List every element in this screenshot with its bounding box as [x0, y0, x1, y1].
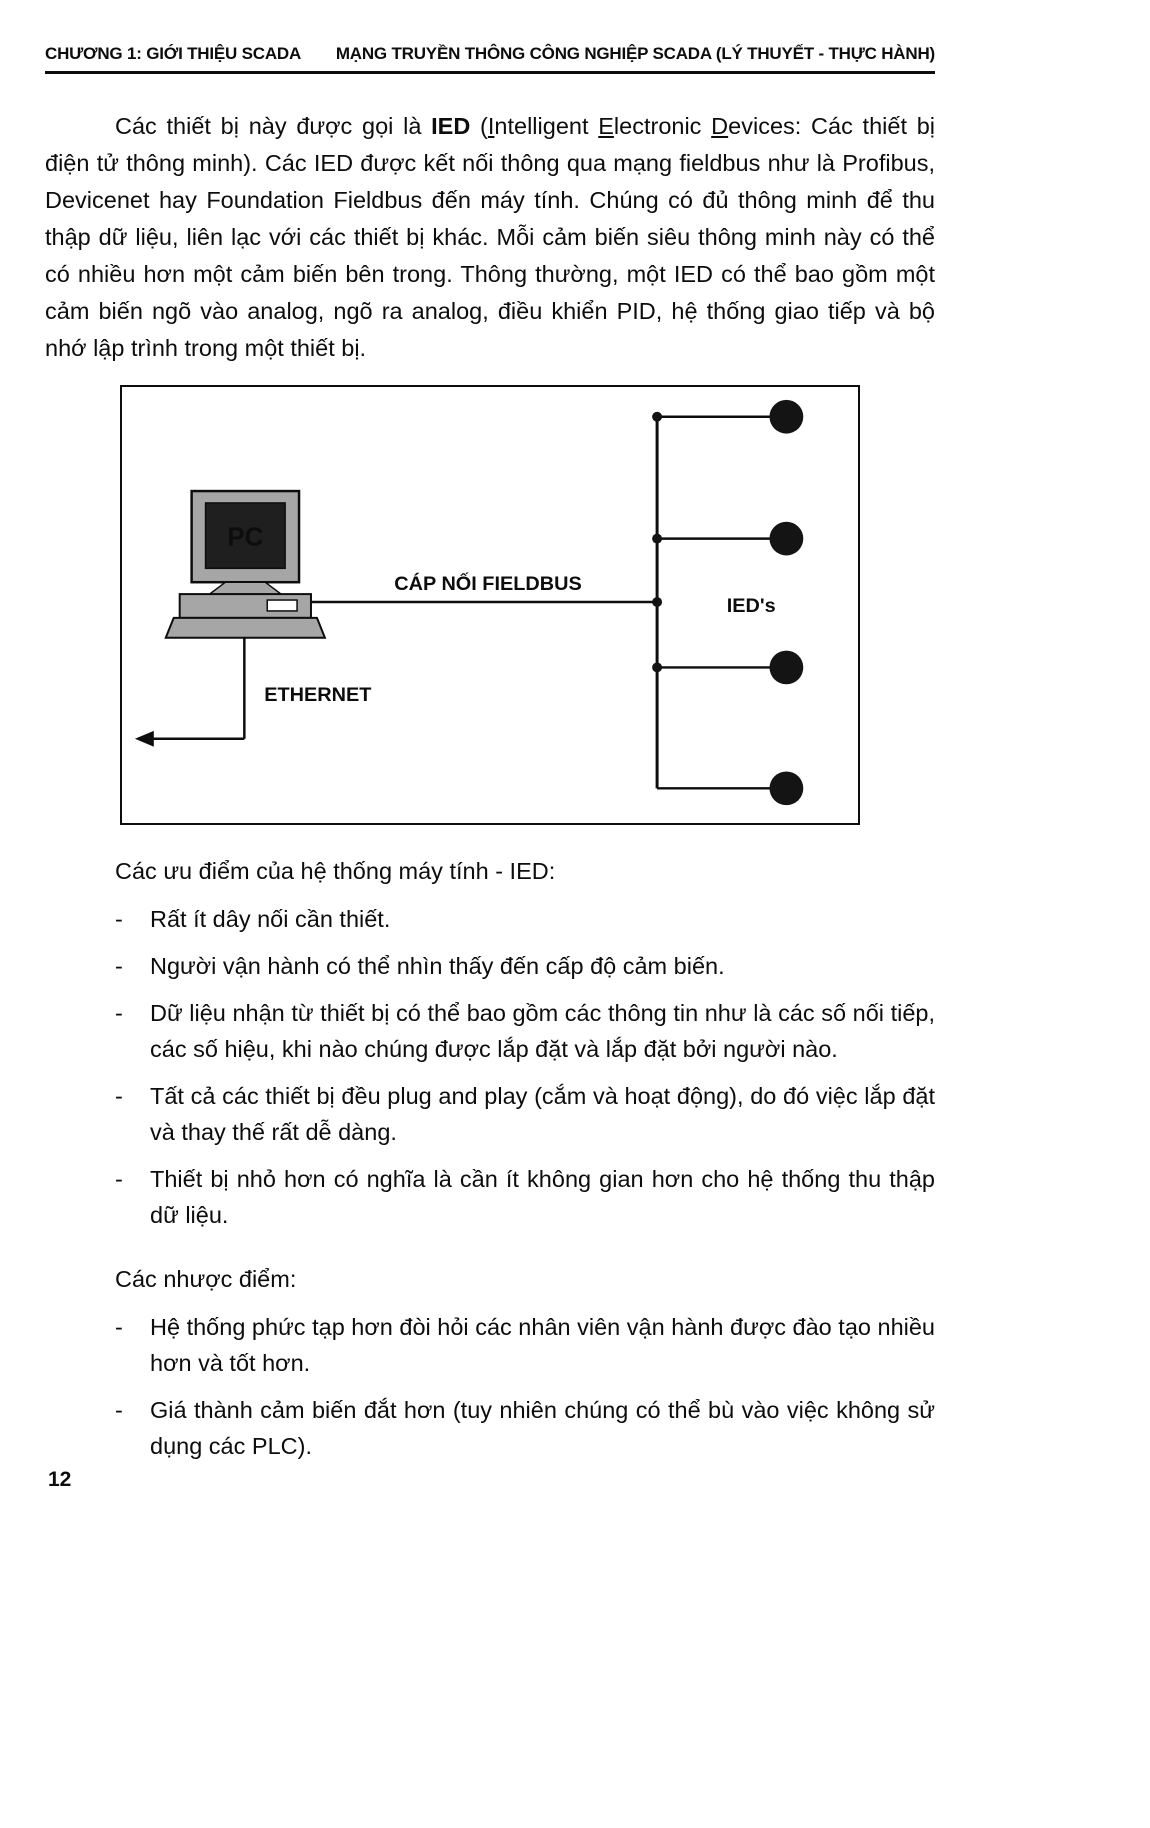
disadvantage-item-2 — [115, 1392, 935, 1464]
ied-node-1 — [769, 400, 803, 434]
header-book-title: MẠNG TRUYỀN THÔNG CÔNG NGHIỆP SCADA (LÝ THUYẾT - THỰC HÀNH) — [335, 44, 935, 63]
advantage-text-1: Rất ít dây nối cần thiết. — [150, 906, 391, 932]
pc-base — [166, 618, 325, 638]
advantage-text-3: Dữ liệu nhận từ thiết bị có thể bao gồm các thông tin như là các số nối tiếp, các số hiệu, khi nào chúng được lắp đặt và lắp đặt bởi người nào. — [150, 1000, 935, 1062]
pc-label: PC — [227, 523, 264, 552]
advantage-item-1 — [115, 901, 935, 937]
network-diagram-svg — [122, 387, 858, 823]
junction-dot-1 — [652, 412, 662, 422]
advantage-text-4: Tất cả các thiết bị đều plug and play (cắm và hoạt động), do đó việc lắp đặt và thay thế rất dễ dàng. — [150, 1083, 935, 1145]
intro-seg-4: lectronic — [613, 113, 712, 139]
dash-marker: - — [115, 906, 123, 932]
pc-disk-slot — [267, 600, 297, 611]
disadvantages-title: Các nhược điểm: — [115, 1266, 297, 1292]
advantage-item-2 — [115, 948, 935, 984]
pc-stand — [210, 582, 282, 594]
ied-node-4 — [769, 771, 803, 805]
dash-marker: - — [115, 1314, 123, 1340]
advantages-title: Các ưu điểm của hệ thống máy tính - IED: — [115, 858, 556, 884]
dash-marker: - — [115, 953, 123, 979]
junction-dot-2 — [652, 534, 662, 544]
disadvantage-text-2: Giá thành cảm biến đắt hơn (tuy nhiên chúng có thể bù vào việc không sử dụng các PLC). — [150, 1397, 935, 1459]
header-rule — [45, 71, 935, 74]
ethernet-label: ETHERNET — [264, 684, 372, 707]
intro-seg-1: Các thiết bị này được gọi là — [115, 113, 432, 139]
ieds-label: IED's — [726, 594, 776, 617]
dash-marker: - — [115, 1000, 123, 1026]
underline-e: E — [598, 113, 614, 139]
ethernet-connection — [135, 638, 371, 747]
intro-seg-5: evices: Các thiết bị điện tử thông minh). Các IED được kết nối thông qua mạng fieldbus như là Profibus, Devicenet hay Foundation Fieldbus đến máy tính. Chúng có đủ thông minh để thu thập dữ liệu, liên lạc với các thiết bị khác. Mỗi cảm biến siêu thông minh này có thể có nhiều hơn một cảm biến bên trong. Thông thường, một IED có thể bao gồm một cảm biến ngõ vào analog, ngõ ra analog, điều khiển PID, hệ thống giao tiếp và bộ nhớ lập trình trong một thiết bị. — [45, 113, 935, 361]
disadvantage-item-1 — [115, 1309, 935, 1381]
page-number: 12 — [48, 1468, 72, 1491]
underline-i: I — [487, 113, 495, 139]
header-chapter-title: CHƯƠNG 1: GIỚI THIỆU SCADA — [45, 44, 302, 63]
advantage-text-5: Thiết bị nhỏ hơn có nghĩa là cần ít không gian hơn cho hệ thống thu thập dữ liệu. — [150, 1166, 935, 1228]
ied-node-3 — [769, 651, 803, 685]
intro-seg-2: ( — [470, 113, 488, 139]
page-header — [45, 44, 935, 64]
disadvantage-text-1: Hệ thống phức tạp hơn đòi hỏi các nhân viên vận hành được đào tạo nhiều hơn và tốt hơn. — [150, 1314, 935, 1376]
junction-dot-4 — [652, 662, 662, 672]
pc-icon — [166, 491, 325, 638]
advantage-item-3 — [115, 995, 935, 1067]
ied-node-2 — [769, 522, 803, 556]
intro-paragraph — [45, 108, 935, 367]
underline-d: D — [711, 113, 729, 139]
fieldbus-cable-label: CÁP NỐI FIELDBUS — [394, 573, 582, 596]
advantage-item-5 — [115, 1161, 935, 1233]
dash-marker: - — [115, 1397, 123, 1423]
intro-seg-3: ntelligent — [494, 113, 599, 139]
ied-bold: IED — [431, 113, 471, 139]
advantages-list — [115, 901, 935, 1233]
advantage-item-4 — [115, 1078, 935, 1150]
advantage-text-2: Người vận hành có thể nhìn thấy đến cấp độ cảm biến. — [150, 953, 725, 979]
network-diagram — [120, 385, 860, 825]
disadvantages-list — [115, 1309, 935, 1464]
dash-marker: - — [115, 1166, 123, 1192]
ethernet-arrowhead-icon — [135, 731, 154, 747]
dash-marker: - — [115, 1083, 123, 1109]
